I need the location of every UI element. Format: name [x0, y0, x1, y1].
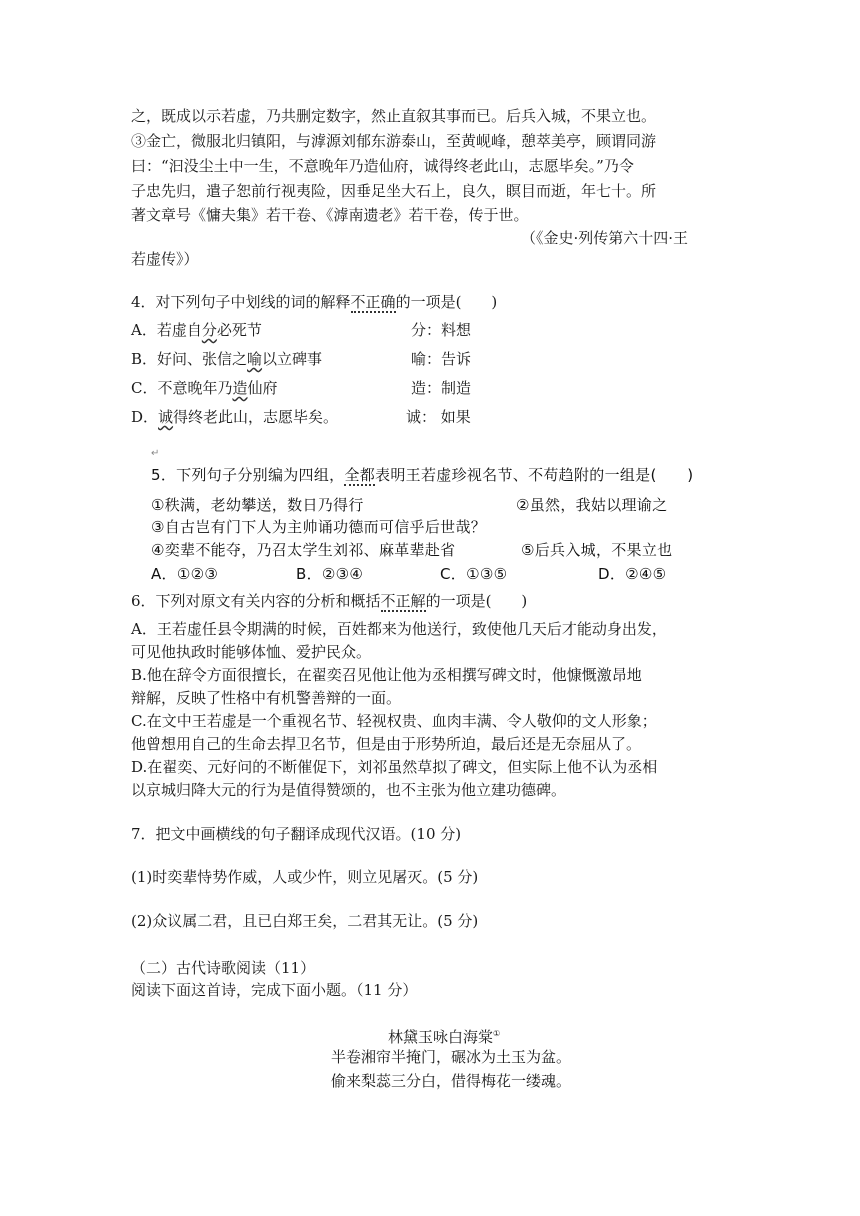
q4-option-b [131, 347, 322, 371]
q7-sub1: (1)时奕辈恃势作威，人或少忤，则立见屠灭。(5 分) [131, 868, 479, 886]
q4-gloss-a: 分：料想 [411, 321, 472, 339]
q6-option-line: 以京城归降大元的行为是值得赞颂的，也不主张为他立建功德碑。 [131, 781, 567, 799]
q6-option-line: D.在翟奕、元好问的不断催促下，刘祁虽然草拟了碑文，但实际上他不认为丞相 [131, 758, 658, 776]
q6-option-line: A．王若虚任县令期满的时候，百姓都来为他送行，致使他几天后才能动身出发， [131, 620, 667, 638]
poem-title-text: 林黛玉咏白海棠 [388, 1028, 494, 1046]
q6-option-line: 可见他执政时能够体恤、爱护民众。 [131, 643, 372, 661]
q4-stem-post: 的一项是( ) [395, 293, 498, 311]
q4-stem [131, 290, 497, 314]
q7-stem: 7．把文中画横线的句子翻译成现代汉语。(10 分) [131, 825, 462, 843]
q5-item-5: ⑤后兵入城，不果立也 [521, 541, 673, 559]
passage-line: 子忠先归，遣子恕前行视夷险，因垂足坐大石上，良久，瞑目而逝，年七十。所 [131, 182, 657, 200]
passage-line: ③金亡，微服北归镇阳，与滹源刘郁东游泰山，至黄岘峰，憩萃美亭，顾谓同游 [131, 132, 657, 150]
q5-stem-pre: 5．下列句子分别编为四组， [151, 466, 345, 484]
section-heading: （二）古代诗歌阅读（11） [131, 959, 316, 977]
section-instruction: 阅读下面这首诗，完成下面小题。（11 分） [131, 981, 418, 999]
q4-stem-pre: 4．对下列句子中划线的词的解释 [131, 293, 351, 311]
passage-line: 曰：“汩没尘土中一生，不意晚年乃造仙府，诚得终老此山，志愿毕矣。”乃令 [131, 157, 634, 175]
q4-option-word: 诚 [158, 408, 174, 426]
passage-line: 著文章号《慵夫集》若干卷、《滹南遗老》若干卷，传于世。 [131, 206, 529, 224]
q5-stem-post: 表明王若虚珍视名节、不苟趋附的一组是( ) [375, 466, 694, 484]
q5-choice-c: C．①③⑤ [440, 565, 508, 583]
q6-stem-post: 的一项是( ) [425, 592, 528, 610]
q6-option-line: 辩解，反映了性格中有机警善辩的一面。 [131, 689, 402, 707]
passage-line: 之，既成以示若虚，乃共删定数字，然止直叙其事而已。后兵入城，不果立也。 [131, 107, 657, 125]
q4-stem-mark: 不正确 [350, 293, 396, 311]
q4-option-word: 造 [232, 379, 248, 397]
q4-gloss-c: 造：制造 [411, 379, 472, 397]
poem-footnote-mark: ① [493, 1029, 501, 1038]
q4-option-rest: 必死节 [216, 321, 262, 339]
q4-option-d [131, 405, 338, 429]
q6-option-line: C.在文中王若虚是一个重视名节、轻视权贵、血肉丰满、令人敬仰的文人形象； [131, 712, 657, 730]
q7-sub2: (2)众议属二君，且已白郑王矣，二君其无让。(5 分) [131, 912, 479, 930]
return-mark: ↵ [151, 448, 160, 459]
q4-option-label: A．若虚自 [131, 321, 202, 339]
q5-choice-d: D．②④⑤ [598, 565, 667, 583]
q6-option-line: 他曾想用自己的生命去捍卫名节，但是由于形势所迫，最后还是无奈屈从了。 [131, 735, 642, 753]
q5-item-4: ④奕辈不能夺，乃召太学生刘祁、麻革辈赴省 [151, 541, 456, 559]
q4-option-word: 喻 [247, 350, 263, 368]
q6-option-line: B.他在辞令方面很擅长，在翟奕召见他让他为丞相撰写碑文时，他慷慨激昂地 [131, 666, 642, 684]
q4-option-c [131, 376, 278, 400]
q4-option-rest: 仙府 [247, 379, 278, 397]
q4-gloss-b: 喻：告诉 [411, 350, 472, 368]
q6-stem [131, 589, 527, 613]
poem-line: 半卷湘帘半掩门，碾冰为土玉为盆。 [331, 1048, 572, 1066]
q5-stem [151, 464, 693, 485]
q4-option-label: C．不意晚年乃 [131, 379, 233, 397]
q5-choice-b: B．②③④ [296, 565, 364, 583]
q4-option-rest: 得终老此山，志愿毕矣。 [173, 408, 339, 426]
q4-option-a [131, 318, 262, 342]
poem-line: 偷来梨蕊三分白，借得梅花一缕魂。 [331, 1072, 572, 1090]
q5-item-3: ③自古岂有门下人为主帅诵功德而可信乎后世哉？ [151, 518, 487, 536]
passage-source-cont: 若虚传》） [131, 250, 199, 268]
q5-choice-a: A．①②③ [151, 565, 219, 583]
q4-option-label: B．好问、张信之 [131, 350, 248, 368]
passage-source: （《金史·列传第六十四·王 [521, 229, 689, 247]
q4-option-word: 分 [201, 321, 217, 339]
q4-gloss-d: 诚： 如果 [406, 408, 471, 426]
q5-item-2: ②虽然，我姑以理谕之 [516, 496, 668, 514]
q5-stem-mark: 全都 [344, 466, 376, 484]
q6-stem-mark: 不正解 [380, 592, 426, 610]
q4-option-rest: 以立碑事 [262, 350, 323, 368]
q6-stem-pre: 6．下列对原文有关内容的分析和概括 [131, 592, 381, 610]
q5-item-1: ①秩满，老幼攀送，数日乃得行 [151, 496, 364, 514]
q5-choices [151, 563, 711, 585]
q4-option-label: D． [131, 408, 159, 426]
